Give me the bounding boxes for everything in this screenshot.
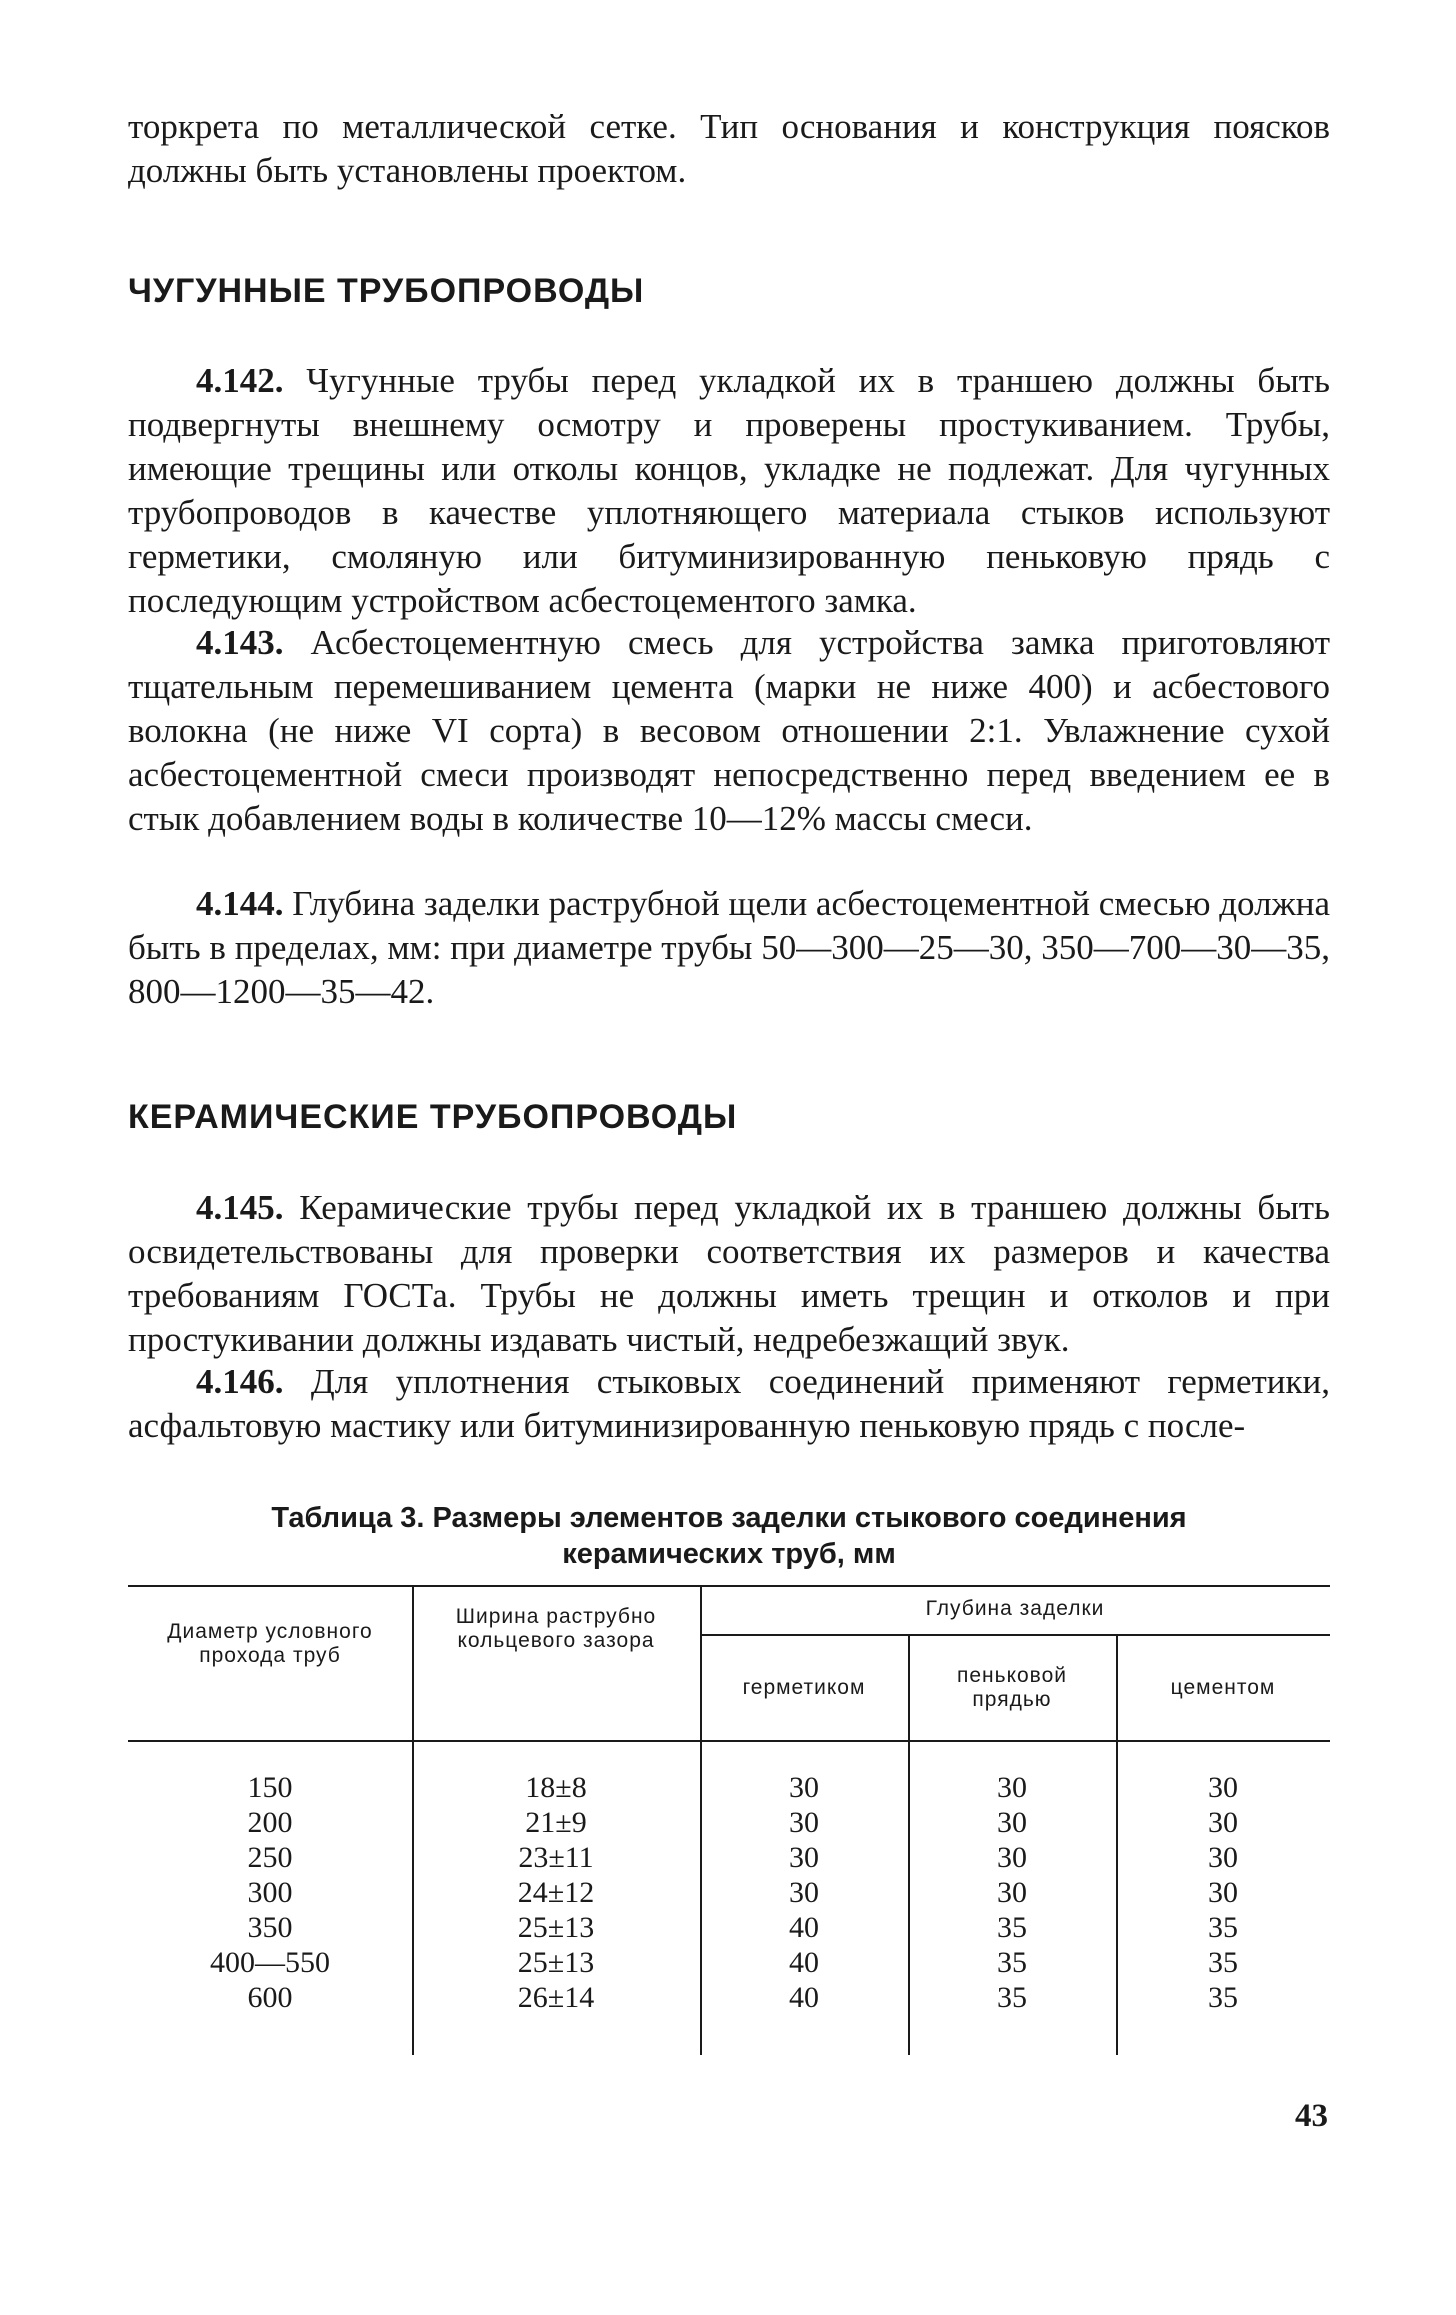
page-number: 43 [1295,2098,1328,2134]
table-cell: 23±11 [518,1841,594,1874]
paragraph-number: 4.143. [196,623,284,662]
column-width [440,1770,672,2015]
paragraph-number: 4.142. [196,361,284,400]
table-title-line-1: Таблица 3. Размеры элементов заделки стыкового соединения [271,1502,1187,1534]
table-cell: 350 [247,1911,293,1944]
paragraph-4-143 [128,621,1330,841]
table-column-divider [1116,1634,1118,2055]
header-width: Ширина раструбно кольцевого зазора [455,1605,657,1652]
table-cell: 26±14 [517,1981,595,2014]
table-cell: 24±12 [517,1876,595,1909]
table-cell: 300 [247,1876,293,1909]
table-cell: 40 [789,1946,819,1979]
paragraph-text: Для уплотнения стыковых соединений применяют герметики, асфальтовую мастику или битуминизированную пеньковую прядь с после- [128,1362,1330,1445]
table-cell: 30 [789,1876,819,1909]
table-cell: 150 [247,1771,293,1804]
table-cell: 400—550 [210,1946,330,1979]
table-cell: 30 [997,1841,1027,1874]
header-sealant: герметиком [742,1676,866,1699]
column-sealant [712,1770,896,2015]
section-heading-ceramic: КЕРАМИЧЕСКИЕ ТРУБОПРОВОДЫ [128,1098,738,1136]
table-cell: 30 [997,1806,1027,1839]
table-cell: 30 [1208,1876,1238,1909]
paragraph-number: 4.146. [196,1362,284,1401]
table-cell: 30 [997,1876,1027,1909]
header-hemp: пеньковой прядью [956,1664,1068,1711]
table-cell: 18±8 [525,1771,587,1804]
column-cement [1128,1770,1318,2015]
intro-paragraph: торкрета по металлической сетке. Тип основания и конструкция поясков должны быть установлены проектом. [128,107,1330,190]
paragraph-4-142 [128,359,1330,623]
table-top-rule [128,1585,1330,1587]
paragraph-text: Чугунные трубы перед укладкой их в траншею должны быть подвергнуты внешнему осмотру и проверены простукиванием. Трубы, имеющие трещины или отколы концов, укладке не подлежат. Для чугунных трубопроводов в качестве уплотняющего материала стыков используют герметики, смоляную или битуминизированную пеньковую прядь с последующим устройством асбестоцементого замка. [128,361,1330,620]
table-cell: 30 [789,1841,819,1874]
table-cell: 35 [997,1981,1027,2014]
table-subheader-rule [700,1634,1330,1636]
table-cell: 30 [789,1771,819,1804]
table-cell: 30 [1208,1841,1238,1874]
table-header-bottom-rule [128,1740,1330,1742]
table-cell: 250 [247,1841,293,1874]
table-cell: 25±13 [517,1946,595,1979]
table-cell: 600 [247,1981,293,2014]
paragraph-text: Асбестоцементную смесь для устройства замка приготовляют тщательным перемешиванием цемента (марки не ниже 400) и асбестового волокна (не ниже VI сорта) в весовом отношении 2:1. Увлажнение сухой асбестоцементной смеси производят непосредственно перед введением ее в стык добавлением воды в количестве 10—12% массы смеси. [128,623,1330,838]
table-cell: 25±13 [517,1911,595,1944]
table-cell: 30 [1208,1806,1238,1839]
paragraph-4-146 [128,1360,1330,1448]
table-cell: 30 [1208,1771,1238,1804]
header-diameter: Диаметр условного прохода труб [167,1620,373,1667]
table-cell: 40 [789,1911,819,1944]
table-column-divider [700,1585,702,2055]
table-cell: 200 [247,1806,293,1839]
table-column-divider [908,1634,910,2055]
table-column-divider [412,1585,414,2055]
table-cell: 35 [1208,1911,1238,1944]
table-cell: 30 [789,1806,819,1839]
paragraph-number: 4.145. [196,1188,284,1227]
section-heading-cast-iron: ЧУГУННЫЕ ТРУБОПРОВОДЫ [128,272,645,310]
table-cell: 30 [997,1771,1027,1804]
table-cell: 35 [997,1946,1027,1979]
table-cell: 40 [789,1981,819,2014]
paragraph-number: 4.144. [196,884,284,923]
table-cell: 35 [1208,1981,1238,2014]
table-cell: 21±9 [525,1806,587,1839]
paragraph-text: Глубина заделки раструбной щели асбестоцементной смесью должна быть в пределах, мм: при диаметре трубы 50—300—25—30, 350—700—30—35, 800—1200—35—42. [128,884,1330,1011]
header-cement: цементом [1170,1676,1276,1699]
column-diameter [150,1770,390,2015]
paragraph-4-145 [128,1186,1330,1362]
table-title-line-2: керамических труб, мм [562,1538,896,1570]
header-depth-group: Глубина заделки [925,1597,1105,1620]
paragraph-4-144 [128,882,1330,1014]
column-hemp [920,1770,1104,2015]
paragraph-text: Керамические трубы перед укладкой их в траншею должны быть освидетельствованы для проверки соответствия их размеров и качества требованиям ГОСТа. Трубы не должны иметь трещин и отколов и при простукивании должны издавать чистый, недребезжащий звук. [128,1188,1330,1359]
table-cell: 35 [997,1911,1027,1944]
table-cell: 35 [1208,1946,1238,1979]
